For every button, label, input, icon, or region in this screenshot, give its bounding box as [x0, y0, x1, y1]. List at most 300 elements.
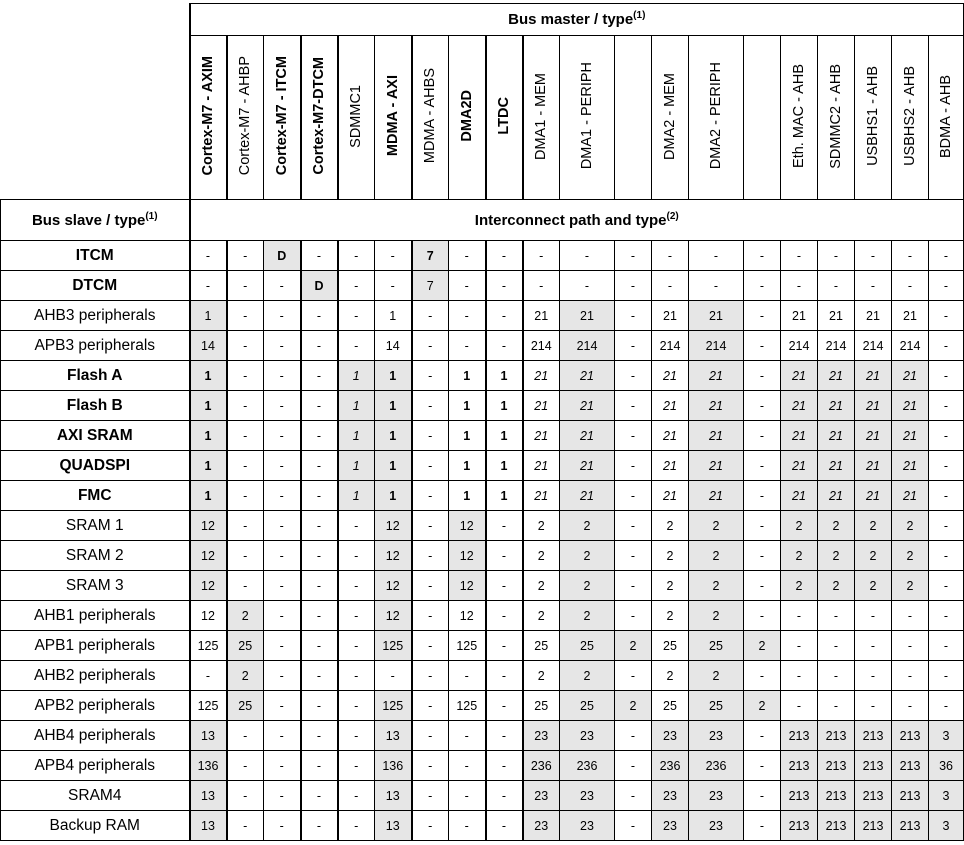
path-cell: -	[855, 661, 892, 691]
path-cell: 12	[375, 601, 412, 631]
path-cell: -	[615, 571, 652, 601]
table-row	[1, 601, 964, 631]
master-label: MDMA - AXI	[384, 75, 401, 157]
path-cell: -	[338, 751, 375, 781]
path-cell: -	[486, 541, 523, 571]
path-cell: 21	[855, 301, 892, 331]
path-cell: -	[744, 571, 781, 601]
corner-blank	[1, 4, 190, 200]
master-col-12	[615, 36, 652, 200]
path-cell: -	[338, 631, 375, 661]
path-cell: 23	[689, 781, 744, 811]
path-cell: -	[652, 241, 689, 271]
path-cell: 1	[375, 451, 412, 481]
path-cell: -	[818, 691, 855, 721]
table-row	[1, 391, 964, 421]
path-cell: -	[338, 271, 375, 301]
path-cell: -	[744, 601, 781, 631]
path-cell: -	[412, 721, 449, 751]
path-cell: 2	[523, 661, 560, 691]
path-cell: 21	[855, 361, 892, 391]
path-cell: -	[338, 781, 375, 811]
path-cell: -	[301, 361, 338, 391]
path-cell: -	[227, 241, 264, 271]
master-label: DMA1 - PERIPH	[579, 62, 595, 170]
path-cell: -	[818, 601, 855, 631]
master-col-15	[744, 36, 781, 200]
path-cell: 25	[689, 691, 744, 721]
path-cell: 21	[560, 361, 615, 391]
slave-label: DTCM	[1, 271, 190, 301]
path-cell: -	[301, 481, 338, 511]
path-cell: 2	[523, 541, 560, 571]
path-cell: 2	[855, 571, 892, 601]
path-cell: 1	[338, 421, 375, 451]
path-cell: -	[615, 661, 652, 691]
master-label: USBHS1 - AHB	[865, 66, 881, 166]
path-cell: 21	[892, 301, 929, 331]
path-cell: 21	[781, 301, 818, 331]
path-cell: 2	[744, 631, 781, 661]
path-cell: -	[375, 241, 412, 271]
master-label: Cortex-M7-DTCM	[311, 57, 327, 175]
path-cell: -	[744, 751, 781, 781]
interconnect-path-title: Interconnect path and type	[474, 211, 667, 229]
table-row	[1, 661, 964, 691]
path-cell: 213	[781, 781, 818, 811]
bus-master-footnote: (1)	[633, 10, 646, 21]
path-cell: 13	[375, 721, 412, 751]
path-cell: -	[744, 781, 781, 811]
path-cell: 2	[781, 571, 818, 601]
path-cell: 12	[449, 571, 486, 601]
path-cell: -	[301, 421, 338, 451]
path-cell: 213	[855, 811, 892, 841]
path-cell: 125	[190, 691, 227, 721]
path-cell: -	[781, 631, 818, 661]
path-cell: -	[375, 271, 412, 301]
master-label: SDMMC1	[348, 84, 365, 148]
path-cell: 213	[855, 721, 892, 751]
table-row	[1, 421, 964, 451]
table-row	[1, 811, 964, 841]
path-cell: 2	[818, 541, 855, 571]
path-cell: -	[486, 781, 523, 811]
path-cell: -	[301, 541, 338, 571]
path-cell: 236	[689, 751, 744, 781]
path-cell: -	[892, 691, 929, 721]
path-cell: -	[855, 691, 892, 721]
path-cell: 23	[652, 781, 689, 811]
path-cell: -	[615, 391, 652, 421]
path-cell: 2	[523, 511, 560, 541]
path-cell: 23	[523, 721, 560, 751]
path-cell: 2	[560, 601, 615, 631]
path-cell: -	[855, 601, 892, 631]
path-cell: -	[744, 391, 781, 421]
path-cell: 13	[190, 721, 227, 751]
path-cell: 125	[190, 631, 227, 661]
master-label: DMA1 - MEM	[533, 72, 550, 160]
path-cell: -	[929, 391, 964, 421]
path-cell: 1	[190, 451, 227, 481]
path-cell: -	[227, 331, 264, 361]
path-cell: -	[338, 811, 375, 841]
path-cell: -	[615, 781, 652, 811]
path-cell: -	[929, 511, 964, 541]
slave-label: APB1 peripherals	[1, 631, 190, 661]
path-cell: 2	[689, 601, 744, 631]
path-cell: 1	[449, 451, 486, 481]
master-col-17	[818, 36, 855, 200]
interconnect-path-header	[190, 200, 964, 241]
path-cell: -	[264, 421, 301, 451]
path-cell: 21	[892, 391, 929, 421]
bus-master-header	[190, 4, 964, 36]
path-cell: -	[227, 301, 264, 331]
path-cell: 2	[855, 511, 892, 541]
path-cell: D	[264, 241, 301, 271]
master-col-13	[652, 36, 689, 200]
path-cell: 21	[855, 451, 892, 481]
slave-label: SRAM 3	[1, 571, 190, 601]
path-cell: 2	[652, 601, 689, 631]
table-row	[1, 721, 964, 751]
path-cell: -	[929, 661, 964, 691]
path-cell: -	[449, 331, 486, 361]
path-cell: -	[523, 241, 560, 271]
path-cell: 21	[523, 421, 560, 451]
path-cell: -	[264, 751, 301, 781]
path-cell: -	[449, 301, 486, 331]
path-cell: 136	[375, 751, 412, 781]
path-cell: -	[929, 631, 964, 661]
path-cell: 2	[818, 511, 855, 541]
master-col-2	[227, 36, 264, 200]
master-col-3	[264, 36, 301, 200]
path-cell: -	[615, 541, 652, 571]
path-cell: 25	[652, 691, 689, 721]
path-cell: 21	[652, 301, 689, 331]
path-cell: -	[412, 301, 449, 331]
path-cell: 23	[560, 811, 615, 841]
path-cell: -	[615, 511, 652, 541]
path-cell: 213	[818, 781, 855, 811]
path-cell: -	[227, 481, 264, 511]
path-cell: 23	[652, 721, 689, 751]
path-cell: -	[615, 601, 652, 631]
path-cell: -	[301, 451, 338, 481]
path-cell: 23	[523, 811, 560, 841]
path-cell: -	[486, 601, 523, 631]
path-cell: -	[486, 301, 523, 331]
slave-label: APB2 peripherals	[1, 691, 190, 721]
path-cell: -	[264, 631, 301, 661]
path-cell: 125	[375, 691, 412, 721]
path-cell: 1	[486, 361, 523, 391]
path-cell: -	[412, 421, 449, 451]
path-cell: -	[227, 541, 264, 571]
path-cell: -	[301, 301, 338, 331]
path-cell: 1	[338, 361, 375, 391]
master-col-18	[855, 36, 892, 200]
path-cell: -	[855, 271, 892, 301]
path-cell: 21	[781, 451, 818, 481]
path-cell: 21	[781, 421, 818, 451]
slave-label: SRAM 2	[1, 541, 190, 571]
path-cell: 214	[523, 331, 560, 361]
path-cell: -	[264, 811, 301, 841]
path-cell: 2	[560, 571, 615, 601]
master-col-8	[449, 36, 486, 200]
path-cell: -	[227, 721, 264, 751]
path-cell: 21	[523, 301, 560, 331]
path-cell: 21	[818, 481, 855, 511]
path-cell: -	[929, 421, 964, 451]
path-cell: -	[615, 331, 652, 361]
path-cell: 236	[652, 751, 689, 781]
path-cell: -	[338, 691, 375, 721]
path-cell: 214	[781, 331, 818, 361]
path-cell: -	[929, 481, 964, 511]
path-cell: 136	[190, 751, 227, 781]
master-col-11	[560, 36, 615, 200]
path-cell: -	[523, 271, 560, 301]
path-cell: -	[412, 691, 449, 721]
path-cell: 2	[560, 661, 615, 691]
slave-label: AHB1 peripherals	[1, 601, 190, 631]
path-cell: -	[338, 331, 375, 361]
path-cell: 1	[449, 421, 486, 451]
slave-label: ITCM	[1, 241, 190, 271]
path-cell: -	[338, 511, 375, 541]
path-cell: -	[652, 271, 689, 301]
path-cell: -	[781, 661, 818, 691]
path-cell: -	[818, 631, 855, 661]
path-cell: 23	[689, 721, 744, 751]
path-cell: 25	[523, 631, 560, 661]
path-cell: 1	[338, 451, 375, 481]
master-label: Cortex-M7 - AXIM	[200, 56, 216, 176]
path-cell: -	[227, 391, 264, 421]
path-cell: 25	[689, 631, 744, 661]
path-cell: 12	[449, 601, 486, 631]
path-cell: -	[264, 301, 301, 331]
path-cell: 13	[375, 781, 412, 811]
path-cell: 23	[560, 721, 615, 751]
path-cell: 21	[652, 421, 689, 451]
path-cell: 2	[560, 541, 615, 571]
path-cell: 2	[689, 511, 744, 541]
path-cell: -	[744, 361, 781, 391]
path-cell: 21	[855, 391, 892, 421]
path-cell: 2	[689, 571, 744, 601]
path-cell: 236	[523, 751, 560, 781]
path-cell: -	[227, 421, 264, 451]
path-cell: -	[486, 331, 523, 361]
path-cell: -	[227, 271, 264, 301]
table-row	[1, 331, 964, 361]
path-cell: 125	[449, 631, 486, 661]
path-cell: -	[227, 811, 264, 841]
path-cell: 1	[190, 361, 227, 391]
path-cell: 13	[190, 781, 227, 811]
path-cell: 2	[818, 571, 855, 601]
path-cell: -	[929, 271, 964, 301]
path-cell: 21	[818, 301, 855, 331]
path-cell: -	[227, 511, 264, 541]
interconnect-matrix	[0, 3, 964, 841]
slave-label: FMC	[1, 481, 190, 511]
path-cell: -	[301, 331, 338, 361]
path-cell: 2	[652, 511, 689, 541]
path-cell: 2	[892, 571, 929, 601]
path-cell: -	[929, 571, 964, 601]
path-cell: -	[929, 331, 964, 361]
path-cell: -	[744, 301, 781, 331]
path-cell: -	[744, 271, 781, 301]
path-cell: 213	[781, 811, 818, 841]
path-cell: 21	[818, 421, 855, 451]
path-cell: -	[338, 571, 375, 601]
slave-rows	[1, 241, 964, 841]
master-label: Cortex-M7 - AHBP	[237, 56, 254, 176]
path-cell: -	[781, 691, 818, 721]
bus-slave-title: Bus slave / type	[31, 211, 146, 229]
path-cell: 213	[892, 721, 929, 751]
path-cell: -	[486, 271, 523, 301]
path-cell: -	[892, 601, 929, 631]
path-cell: 23	[689, 811, 744, 841]
path-cell: 213	[892, 811, 929, 841]
path-cell: 21	[560, 481, 615, 511]
table-row	[1, 271, 964, 301]
slave-label: Flash A	[1, 361, 190, 391]
path-cell: 2	[855, 541, 892, 571]
path-cell: -	[615, 451, 652, 481]
table-row	[1, 451, 964, 481]
path-cell: 21	[560, 421, 615, 451]
path-cell: -	[929, 691, 964, 721]
table-row	[1, 241, 964, 271]
path-cell: 12	[190, 511, 227, 541]
path-cell: -	[264, 601, 301, 631]
master-col-5	[338, 36, 375, 200]
master-col-20	[929, 36, 964, 200]
path-cell: 1	[486, 421, 523, 451]
path-cell: -	[929, 451, 964, 481]
path-cell: -	[264, 451, 301, 481]
path-cell: -	[227, 361, 264, 391]
path-cell: 25	[227, 691, 264, 721]
path-cell: -	[744, 661, 781, 691]
path-cell: -	[264, 361, 301, 391]
path-cell: -	[744, 421, 781, 451]
path-cell: -	[301, 631, 338, 661]
path-cell: -	[892, 631, 929, 661]
master-label: LTDC	[496, 97, 512, 135]
path-cell: -	[412, 811, 449, 841]
path-cell: -	[855, 631, 892, 661]
path-cell: -	[892, 661, 929, 691]
path-cell: 2	[523, 601, 560, 631]
path-cell: 12	[190, 541, 227, 571]
path-cell: 21	[855, 481, 892, 511]
master-col-6	[375, 36, 412, 200]
path-cell: -	[449, 811, 486, 841]
path-cell: 21	[652, 391, 689, 421]
path-cell: -	[301, 661, 338, 691]
path-cell: 21	[781, 361, 818, 391]
path-cell: -	[338, 241, 375, 271]
path-cell: D	[301, 271, 338, 301]
slave-label: SRAM4	[1, 781, 190, 811]
path-cell: 21	[689, 391, 744, 421]
path-cell: 125	[449, 691, 486, 721]
path-cell: 25	[560, 631, 615, 661]
path-cell: -	[375, 661, 412, 691]
path-cell: -	[689, 271, 744, 301]
path-cell: 214	[818, 331, 855, 361]
path-cell: 236	[560, 751, 615, 781]
path-cell: -	[412, 481, 449, 511]
path-cell: 21	[560, 451, 615, 481]
path-cell: 1	[486, 451, 523, 481]
path-cell: 213	[855, 751, 892, 781]
path-cell: -	[301, 391, 338, 421]
path-cell: -	[449, 241, 486, 271]
path-cell: 2	[652, 541, 689, 571]
path-cell: 1	[375, 361, 412, 391]
path-cell: -	[449, 781, 486, 811]
path-cell: -	[412, 601, 449, 631]
slave-label: APB3 peripherals	[1, 331, 190, 361]
master-col-10	[523, 36, 560, 200]
path-cell: 1	[449, 391, 486, 421]
path-cell: 3	[929, 781, 964, 811]
master-col-16	[781, 36, 818, 200]
table-row	[1, 481, 964, 511]
slave-label: Backup RAM	[1, 811, 190, 841]
path-cell: 213	[818, 811, 855, 841]
path-cell: 2	[615, 631, 652, 661]
path-cell: -	[338, 601, 375, 631]
path-cell: 21	[781, 481, 818, 511]
path-cell: -	[744, 811, 781, 841]
path-cell: 1	[338, 391, 375, 421]
path-cell: 1	[375, 391, 412, 421]
table-row	[1, 301, 964, 331]
path-cell: -	[449, 721, 486, 751]
path-cell: -	[264, 661, 301, 691]
path-cell: -	[264, 271, 301, 301]
master-label: BDMA - AHB	[938, 74, 955, 158]
path-cell: -	[818, 661, 855, 691]
path-cell: -	[449, 751, 486, 781]
path-cell: -	[412, 661, 449, 691]
path-cell: 2	[781, 511, 818, 541]
path-cell: 21	[523, 361, 560, 391]
table-row	[1, 361, 964, 391]
path-cell: -	[412, 331, 449, 361]
path-cell: 2	[227, 661, 264, 691]
path-cell: 21	[523, 391, 560, 421]
path-cell: -	[338, 721, 375, 751]
master-label: Eth. MAC - AHB	[791, 64, 807, 168]
path-cell: -	[264, 481, 301, 511]
path-cell: 23	[652, 811, 689, 841]
path-cell: 21	[523, 481, 560, 511]
